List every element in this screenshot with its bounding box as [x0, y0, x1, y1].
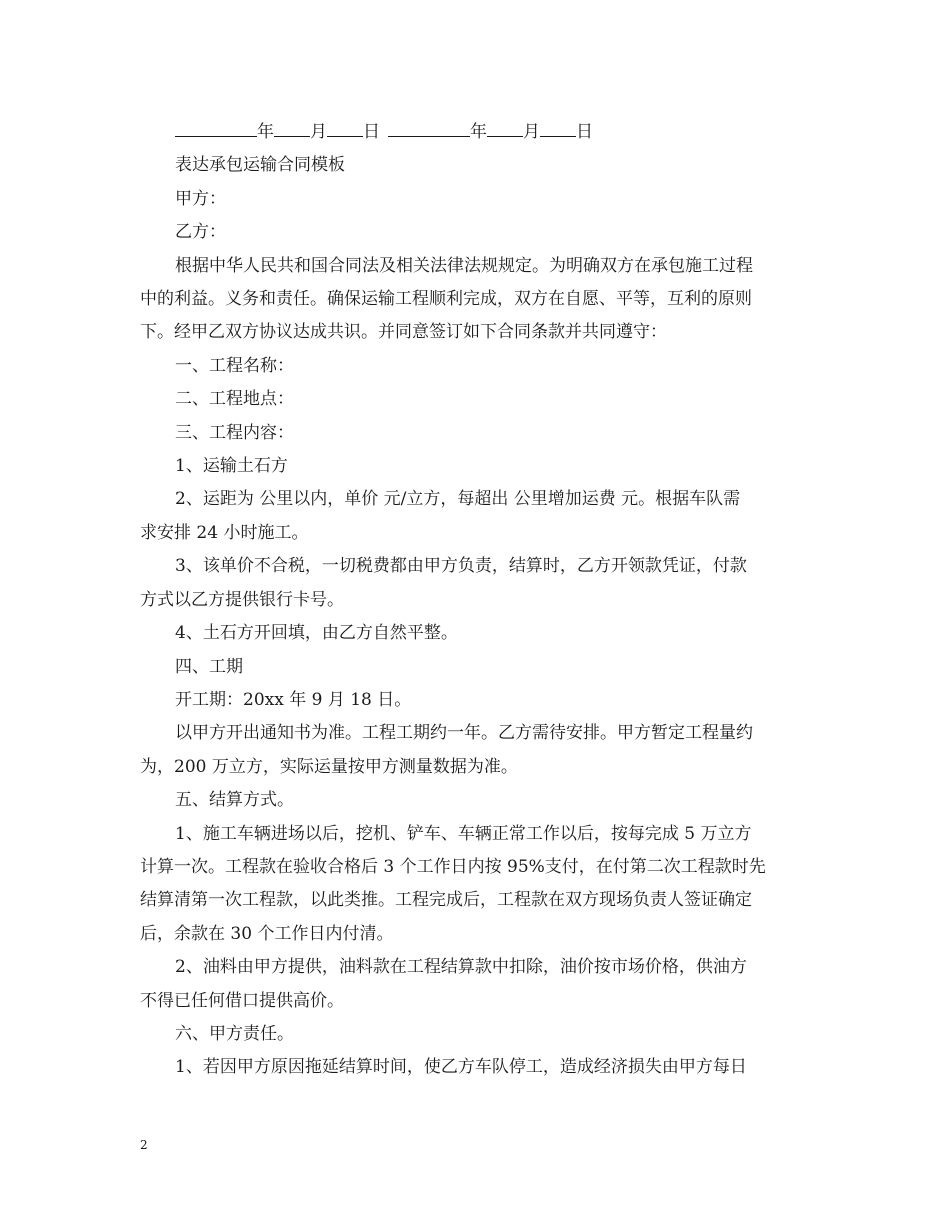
content-item-1: 1、运输土石方 [175, 456, 288, 477]
party-b-label: 乙方： [175, 222, 226, 243]
settlement-item-1-line: 计算一次。工程款在验收合格后 3 个工作日内按 95%支付，在付第二次工程款时先 [140, 856, 766, 877]
day-label: 日 [363, 122, 380, 142]
schedule-line: 以甲方开出通知书为准。工程工期约一年。乙方需待安排。甲方暂定工程量约 [175, 723, 753, 744]
month-blank-2 [487, 120, 523, 137]
content-item-2-line: 2、运距为 公里以内，单价 元/立方，每超出 公里增加运费 元。根据车队需 [175, 489, 741, 510]
schedule-line: 为，200 万立方，实际运量按甲方测量数据为准。 [140, 756, 518, 777]
section-heading-project-name: 一、工程名称： [175, 355, 294, 376]
party-a-duty-item-1: 1、若因甲方原因拖延结算时间，使乙方车队停工，造成经济损失由甲方每日 [175, 1057, 747, 1078]
settlement-item-1-line: 1、施工车辆进场以后，挖机、铲车、车辆正常工作以后，按每完成 5 万立方 [175, 823, 752, 844]
party-a-label: 甲方： [175, 188, 226, 209]
section-heading-schedule: 四、工期 [175, 656, 243, 677]
settlement-item-1-line: 结算清第一次工程款，以此类推。工程完成后，工程款在双方现场负责人签证确定 [140, 890, 752, 911]
settlement-item-1-line: 后，余款在 30 个工作日内付清。 [140, 923, 394, 944]
month-blank [274, 120, 310, 137]
settlement-item-2-line: 2、油料由甲方提供，油料款在工程结算款中扣除，油价按市场价格，供油方 [175, 957, 747, 978]
month-label: 月 [310, 122, 327, 142]
section-heading-project-location: 二、工程地点： [175, 389, 294, 410]
year-label: 年 [257, 122, 274, 142]
page-number: 2 [140, 1138, 148, 1152]
preamble-line: 根据中华人民共和国合同法及相关法律法规规定。为明确双方在承包施工过程 [175, 255, 753, 276]
year-label-2: 年 [470, 122, 487, 142]
signature-date-line [140, 116, 812, 149]
content-item-3-line: 方式以乙方提供银行卡号。 [140, 589, 344, 610]
year-blank [175, 120, 257, 137]
document-body [140, 116, 812, 1085]
content-item-4: 4、土石方开回填，由乙方自然平整。 [175, 623, 458, 644]
preamble-line: 下。经甲乙双方协议达成共识。并同意签订如下合同条款并共同遵守： [140, 322, 667, 343]
start-date: 开工期：20xx 年 9 月 18 日。 [175, 689, 412, 710]
day-label-2: 日 [576, 122, 593, 142]
year-blank-2 [388, 120, 470, 137]
section-heading-party-a-duties: 六、甲方责任。 [175, 1023, 294, 1044]
month-label-2: 月 [523, 122, 540, 142]
day-blank [327, 120, 363, 137]
document-title: 表达承包运输合同模板 [175, 155, 345, 176]
settlement-item-2-line: 不得已任何借口提供高价。 [140, 990, 344, 1011]
section-heading-project-content: 三、工程内容： [175, 422, 294, 443]
content-item-3-line: 3、该单价不合税，一切税费都由甲方负责，结算时，乙方开领款凭证，付款 [175, 556, 747, 577]
preamble-line: 中的利益。义务和责任。确保运输工程顺利完成，双方在自愿、平等，互利的原则 [140, 289, 752, 310]
day-blank-2 [540, 120, 576, 137]
content-item-2-line: 求安排 24 小时施工。 [140, 522, 309, 543]
section-heading-settlement: 五、结算方式。 [175, 790, 294, 811]
